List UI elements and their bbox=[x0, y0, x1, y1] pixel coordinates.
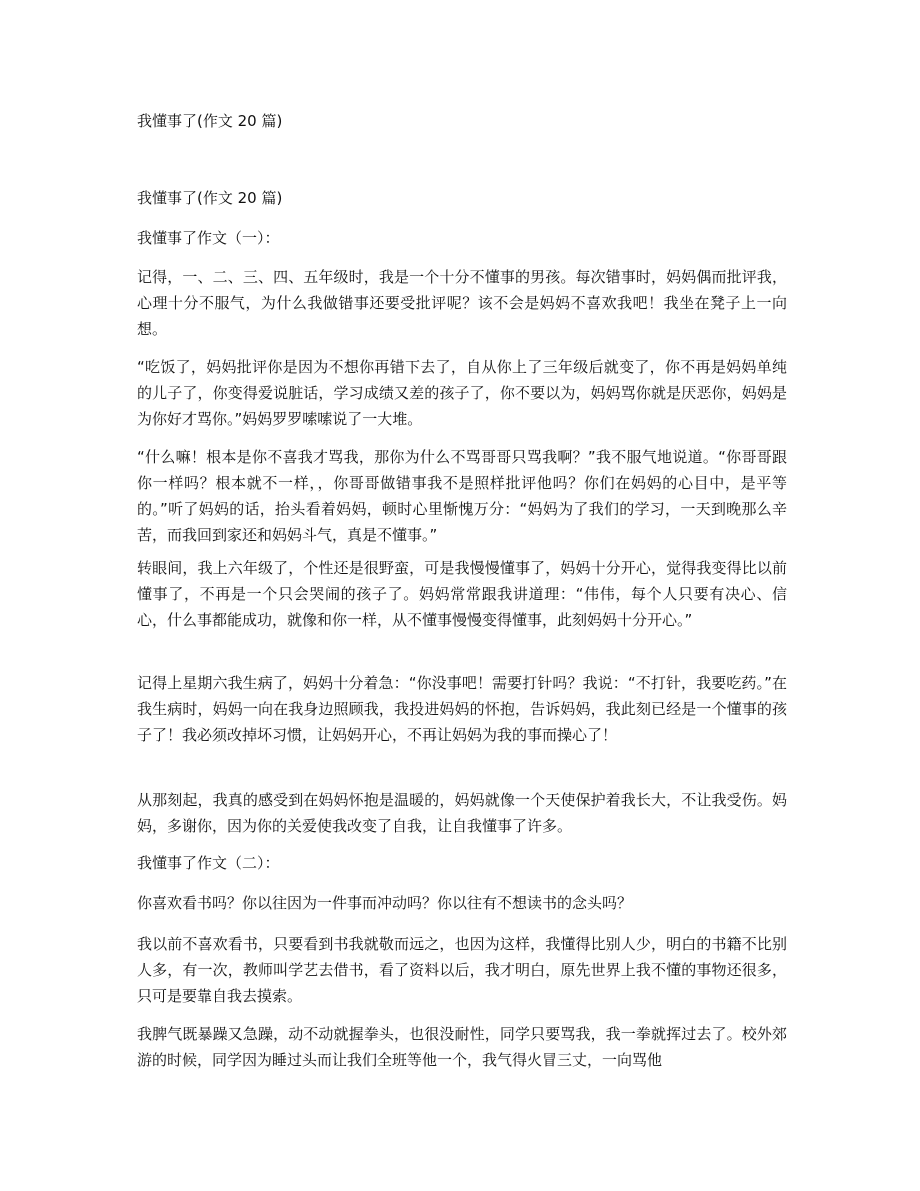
section-title-2: 我懂事了作文（二）： bbox=[137, 854, 280, 872]
paragraph: 记得上星期六我生病了，妈妈十分着急：“你没事吧！需要打针吗？我说：“不打针，我要吃药。”在我生病时，妈妈一向在我身边照顾我，我投进妈妈的怀抱，告诉妈妈，我此刻已经是一个懂事的孩子了！我必须改掉坏习惯，让妈妈开心，不再让妈妈为我的事而操心了！ bbox=[137, 674, 787, 744]
paragraph: 我脾气既暴躁又急躁，动不动就握拳头，也很没耐性，同学只要骂我，我一拳就挥过去了。校外郊游的时候，同学因为睡过头而让我们全班等他一个，我气得火冒三丈，一向骂他 bbox=[137, 1025, 787, 1069]
paragraph: 你喜欢看书吗？你以往因为一件事而冲动吗？你以往有不想读书的念头吗？ bbox=[137, 894, 633, 912]
paragraph: “什么嘛！根本是你不喜我才骂我，那你为什么不骂哥哥只骂我啊？”我不服气地说道。“你哥哥跟你一样吗？根本就不一样，，你哥哥做错事我不是照样批评他吗？你们在妈妈的心目中，是平等的。”听了妈妈的话，抬头看着妈妈，顿时心里惭愧万分：“妈妈为了我们的学习，一天到晚那么辛苦，而我回到家还和妈妈斗气，真是不懂事。” bbox=[137, 448, 787, 544]
paragraph: 记得，一、二、三、四、五年级时，我是一个十分不懂事的男孩。每次错事时，妈妈偶而批评我，心理十分不服气，为什么我做错事还要受批评呢？该不会是妈妈不喜欢我吧！我坐在凳子上一向想。 bbox=[137, 268, 787, 338]
paragraph: 转眼间，我上六年级了，个性还是很野蛮，可是我慢慢懂事了，妈妈十分开心，觉得我变得比以前懂事了，不再是一个只会哭闹的孩子了。妈妈常常跟我讲道理：“伟伟，每个人只要有决心、信心，什么事都能成功，就像和你一样，从不懂事慢慢变得懂事，此刻妈妈十分开心。” bbox=[137, 559, 787, 629]
section-title-1: 我懂事了作文（一）： bbox=[137, 229, 280, 247]
paragraph: “吃饭了，妈妈批评你是因为不想你再错下去了，自从你上了三年级后就变了，你不再是妈妈单纯的儿子了，你变得爱说脏话，学习成绩又差的孩子了，你不要以为，妈妈骂你就是厌恶你，妈妈是为你好才骂你。”妈妈罗罗嗦嗦说了一大堆。 bbox=[137, 358, 787, 428]
document-title: 我懂事了(作文 20 篇) bbox=[137, 112, 283, 130]
article-heading: 我懂事了(作文 20 篇) bbox=[137, 189, 283, 207]
paragraph: 从那刻起，我真的感受到在妈妈怀抱是温暖的，妈妈就像一个天使保护着我长大，不让我受伤。妈妈，多谢你，因为你的关爱使我改变了自我，让自我懂事了许多。 bbox=[137, 791, 787, 835]
paragraph: 我以前不喜欢看书，只要看到书我就敬而远之，也因为这样，我懂得比别人少，明白的书籍不比别人多，有一次，教师叫学艺去借书，看了资料以后，我才明白，原先世界上我不懂的事物还很多，只可是要靠自我去摸索。 bbox=[137, 935, 787, 1005]
